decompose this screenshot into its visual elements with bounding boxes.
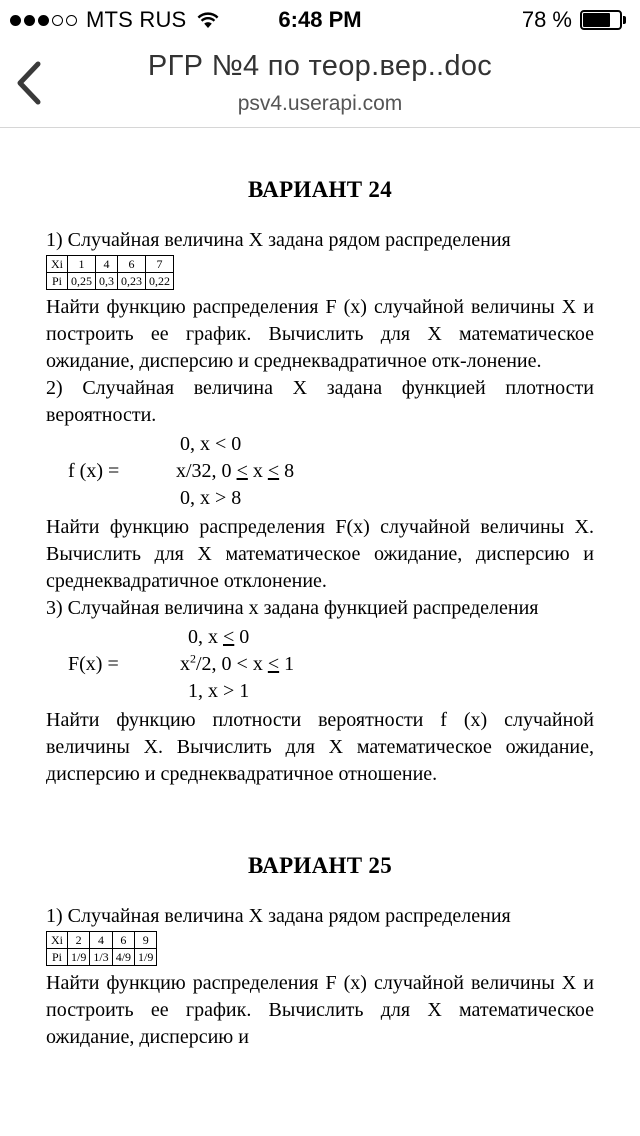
density-case-2-part: x/32, 0 <box>176 460 237 482</box>
task1-text: Найти функцию распределения F (x) случайной величины X и построить ее график. Вычислить для X математическое ожидание, дисперсию и среднеквадратичное отк-лонение. <box>46 296 594 372</box>
document-title: РГР №4 по теор.вер..doc <box>147 50 493 82</box>
battery-percent: 78 % <box>521 7 572 32</box>
document-body <box>46 128 594 1051</box>
task3-intro: 3) Случайная величина x задана функцией распределения <box>46 597 539 619</box>
density-case-3: 0, x > 8 <box>180 487 242 509</box>
distribution-table <box>46 255 174 290</box>
less-equal-sign: < <box>223 626 235 648</box>
distribution-case-2 <box>180 651 294 678</box>
table-cell: 0,22 <box>146 273 174 290</box>
task1-intro: 1) Случайная величина X задана рядом распределения <box>46 229 511 251</box>
distribution-case-3: 1, x > 1 <box>188 680 250 702</box>
status-right <box>522 7 628 33</box>
table-cell: 1/3 <box>90 949 112 966</box>
density-label: f (x) = <box>68 460 120 482</box>
distribution-function <box>46 624 594 705</box>
table-cell: Xi <box>47 256 68 273</box>
density-case-1: 0, x < 0 <box>180 433 242 455</box>
table-cell: Xi <box>47 932 68 949</box>
density-case-2-part: x <box>247 460 268 482</box>
carrier-name: MTS RUS <box>86 7 187 32</box>
less-equal-sign: < <box>236 460 248 482</box>
superscript: 2 <box>190 651 196 666</box>
distribution-table <box>46 931 157 966</box>
table-cell: 4 <box>96 256 118 273</box>
distribution-case-1 <box>188 624 249 651</box>
distribution-label: F(x) = <box>68 653 119 675</box>
status-bar <box>0 0 640 40</box>
table-cell: 7 <box>146 256 174 273</box>
distribution-case-2-part: x <box>180 653 190 675</box>
table-cell: 1/9 <box>68 949 90 966</box>
task2-intro: 2) Случайная величина X задана функцией плотности вероятности. <box>46 377 594 426</box>
variant-25-title: ВАРИАНТ 25 <box>247 853 393 878</box>
variant-24-title: ВАРИАНТ 24 <box>247 177 393 202</box>
table-cell: 0,25 <box>68 273 96 290</box>
table-cell: Pi <box>47 949 68 966</box>
distribution-case-2-part: /2, 0 < x <box>196 653 268 675</box>
table-row <box>47 273 174 290</box>
table-cell: 6 <box>112 932 134 949</box>
status-time: 6:48 PM <box>278 7 362 32</box>
document-host: psv4.userapi.com <box>237 92 403 115</box>
table-cell: 4/9 <box>112 949 134 966</box>
distribution-case-1-part: 0 <box>234 626 250 648</box>
density-case-2-part: 8 <box>279 460 295 482</box>
navigation-bar <box>0 40 640 128</box>
table-cell: 9 <box>135 932 157 949</box>
task2-text: Найти функцию распределения F(x) случайной величины X. Вычислить для X математическое ожидание, дисперсию и среднеквадратичное отклонение. <box>46 516 594 592</box>
battery-icon <box>580 10 628 30</box>
task3-text: Найти функцию плотности вероятности f (x) случайной величины X. Вычислить для X математическое ожидание, дисперсию и среднеквадратичное отношение. <box>46 709 594 785</box>
table-cell: 1 <box>68 256 96 273</box>
density-function <box>46 431 594 512</box>
density-case-2 <box>176 458 294 485</box>
table-cell: 2 <box>68 932 90 949</box>
table-cell: 4 <box>90 932 112 949</box>
table-cell: 1/9 <box>135 949 157 966</box>
table-row <box>47 932 157 949</box>
task1-intro: 1) Случайная величина X задана рядом распределения <box>46 905 511 927</box>
distribution-case-2-part: 1 <box>279 653 295 675</box>
table-cell: 6 <box>118 256 146 273</box>
less-equal-sign: < <box>267 460 280 482</box>
battery-fill <box>583 13 610 27</box>
table-cell: Pi <box>47 273 68 290</box>
task1-text: Найти функцию распределения F (x) случайной величины X и построить ее график. Вычислить для X математическое ожидание, дисперсию и <box>46 972 594 1048</box>
less-equal-sign: < <box>267 653 280 675</box>
table-cell: 0,3 <box>96 273 118 290</box>
distribution-case-1-part: 0, x <box>188 626 223 648</box>
table-row <box>47 949 157 966</box>
table-row <box>47 256 174 273</box>
table-cell: 0,23 <box>118 273 146 290</box>
